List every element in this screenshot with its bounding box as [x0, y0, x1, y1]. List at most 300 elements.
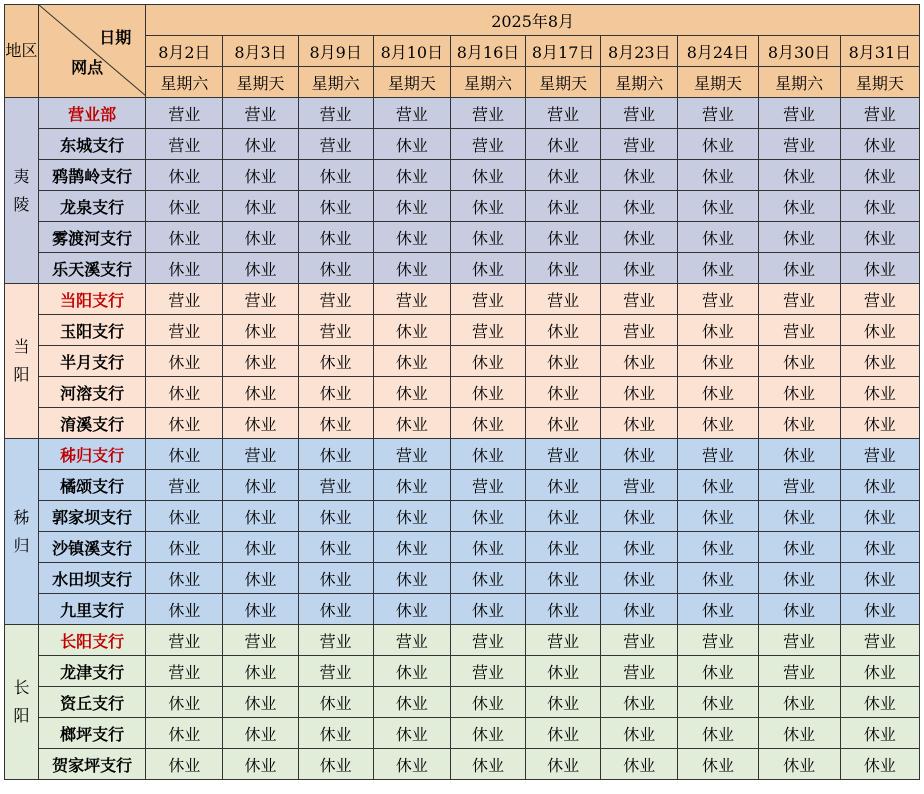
status-closed-cell: 休业 [298, 346, 373, 377]
table-row [5, 594, 920, 625]
branch-name: 鸦鹊岭支行 [39, 160, 146, 191]
status-open-cell: 营业 [223, 625, 298, 656]
branch-name: 龙津支行 [39, 656, 146, 687]
status-closed-cell: 休业 [450, 532, 525, 563]
weekday-header: 星期六 [146, 67, 223, 98]
status-closed-cell: 休业 [758, 253, 840, 284]
status-closed-cell: 休业 [526, 470, 601, 501]
status-closed-cell: 休业 [223, 129, 298, 160]
status-closed-cell: 休业 [450, 563, 525, 594]
status-open-cell: 营业 [678, 98, 758, 129]
status-closed-cell: 休业 [601, 439, 678, 470]
status-closed-cell: 休业 [298, 253, 373, 284]
branch-axis-label: 网点 [71, 58, 104, 77]
status-open-cell: 营业 [758, 129, 840, 160]
date-header: 8月31日 [840, 36, 919, 67]
status-open-cell: 营业 [298, 315, 373, 346]
status-closed-cell: 休业 [758, 594, 840, 625]
date-header: 8月24日 [678, 36, 758, 67]
status-closed-cell: 休业 [223, 191, 298, 222]
status-closed-cell: 休业 [298, 191, 373, 222]
region-header [5, 5, 39, 98]
status-open-cell: 营业 [450, 470, 525, 501]
status-open-cell: 营业 [450, 625, 525, 656]
status-closed-cell: 休业 [840, 222, 919, 253]
table-row [5, 129, 920, 160]
status-open-cell: 营业 [373, 625, 450, 656]
status-closed-cell: 休业 [840, 532, 919, 563]
branch-name: 营业部 [39, 98, 146, 129]
status-open-cell: 营业 [840, 284, 919, 315]
status-open-cell: 营业 [601, 129, 678, 160]
status-open-cell: 营业 [298, 470, 373, 501]
status-closed-cell: 休业 [146, 749, 223, 780]
status-closed-cell: 休业 [678, 377, 758, 408]
status-closed-cell: 休业 [601, 749, 678, 780]
status-closed-cell: 休业 [373, 470, 450, 501]
status-closed-cell: 休业 [223, 346, 298, 377]
status-closed-cell: 休业 [678, 222, 758, 253]
status-closed-cell: 休业 [298, 594, 373, 625]
weekday-header: 星期六 [298, 67, 373, 98]
status-open-cell: 营业 [840, 439, 919, 470]
status-open-cell: 营业 [146, 129, 223, 160]
status-open-cell: 营业 [840, 625, 919, 656]
table-row [5, 687, 920, 718]
status-closed-cell: 休业 [223, 718, 298, 749]
status-closed-cell: 休业 [758, 718, 840, 749]
status-closed-cell: 休业 [678, 656, 758, 687]
status-closed-cell: 休业 [758, 501, 840, 532]
status-open-cell: 营业 [450, 656, 525, 687]
status-closed-cell: 休业 [678, 160, 758, 191]
table-row [5, 160, 920, 191]
status-closed-cell: 休业 [840, 470, 919, 501]
status-open-cell: 营业 [298, 656, 373, 687]
date-header: 8月30日 [758, 36, 840, 67]
status-closed-cell: 休业 [450, 160, 525, 191]
status-closed-cell: 休业 [223, 532, 298, 563]
status-closed-cell: 休业 [146, 253, 223, 284]
table-row [5, 315, 920, 346]
status-closed-cell: 休业 [678, 470, 758, 501]
status-closed-cell: 休业 [450, 439, 525, 470]
weekday-header: 星期六 [758, 67, 840, 98]
status-closed-cell: 休业 [601, 253, 678, 284]
status-closed-cell: 休业 [758, 687, 840, 718]
weekday-header: 星期六 [601, 67, 678, 98]
status-open-cell: 营业 [758, 625, 840, 656]
weekday-header: 星期天 [223, 67, 298, 98]
date-header: 8月2日 [146, 36, 223, 67]
status-closed-cell: 休业 [840, 749, 919, 780]
date-header: 8月10日 [373, 36, 450, 67]
status-closed-cell: 休业 [840, 718, 919, 749]
status-closed-cell: 休业 [601, 160, 678, 191]
status-closed-cell: 休业 [373, 408, 450, 439]
status-open-cell: 营业 [450, 129, 525, 160]
status-open-cell: 营业 [223, 98, 298, 129]
status-closed-cell: 休业 [526, 253, 601, 284]
status-closed-cell: 休业 [526, 687, 601, 718]
region-name-char: 夷 [13, 166, 30, 186]
status-closed-cell: 休业 [298, 222, 373, 253]
status-closed-cell: 休业 [450, 749, 525, 780]
status-closed-cell: 休业 [450, 501, 525, 532]
status-closed-cell: 休业 [450, 408, 525, 439]
branch-name: 半月支行 [39, 346, 146, 377]
status-closed-cell: 休业 [526, 594, 601, 625]
region-name-char: 阳 [13, 365, 30, 384]
status-closed-cell: 休业 [840, 501, 919, 532]
weekday-header: 星期天 [678, 67, 758, 98]
date-header: 8月23日 [601, 36, 678, 67]
table-row [5, 749, 920, 780]
status-closed-cell: 休业 [450, 687, 525, 718]
branch-name: 资丘支行 [39, 687, 146, 718]
status-closed-cell: 休业 [678, 408, 758, 439]
status-closed-cell: 休业 [373, 315, 450, 346]
status-closed-cell: 休业 [840, 594, 919, 625]
status-open-cell: 营业 [840, 98, 919, 129]
status-closed-cell: 休业 [758, 439, 840, 470]
status-closed-cell: 休业 [223, 470, 298, 501]
status-closed-cell: 休业 [450, 718, 525, 749]
branch-name: 郭家坝支行 [39, 501, 146, 532]
status-closed-cell: 休业 [601, 563, 678, 594]
table-row [5, 656, 920, 687]
branch-name: 东城支行 [39, 129, 146, 160]
status-open-cell: 营业 [601, 284, 678, 315]
status-closed-cell: 休业 [758, 408, 840, 439]
status-closed-cell: 休业 [840, 315, 919, 346]
table-row [5, 191, 920, 222]
table-row [5, 439, 920, 470]
status-closed-cell: 休业 [526, 749, 601, 780]
status-closed-cell: 休业 [526, 160, 601, 191]
status-open-cell: 营业 [526, 98, 601, 129]
status-closed-cell: 休业 [678, 191, 758, 222]
status-closed-cell: 休业 [450, 346, 525, 377]
date-axis-label: 日期 [99, 28, 132, 47]
status-closed-cell: 休业 [678, 501, 758, 532]
status-closed-cell: 休业 [758, 346, 840, 377]
status-open-cell: 营业 [146, 625, 223, 656]
status-closed-cell: 休业 [678, 315, 758, 346]
status-closed-cell: 休业 [526, 408, 601, 439]
branch-name: 水田坝支行 [39, 563, 146, 594]
branch-name: 乐天溪支行 [39, 253, 146, 284]
branch-name: 秭归支行 [39, 439, 146, 470]
region-name-char: 归 [13, 535, 30, 555]
diagonal-divider [39, 5, 146, 96]
region-cell [5, 625, 39, 780]
status-closed-cell: 休业 [373, 594, 450, 625]
branch-name: 淯溪支行 [39, 408, 146, 439]
status-open-cell: 营业 [526, 284, 601, 315]
status-closed-cell: 休业 [840, 687, 919, 718]
status-closed-cell: 休业 [678, 129, 758, 160]
branch-name: 贺家坪支行 [39, 749, 146, 780]
status-closed-cell: 休业 [223, 749, 298, 780]
status-closed-cell: 休业 [146, 191, 223, 222]
status-closed-cell: 休业 [450, 594, 525, 625]
status-closed-cell: 休业 [223, 377, 298, 408]
status-closed-cell: 休业 [146, 346, 223, 377]
status-open-cell: 营业 [298, 98, 373, 129]
status-open-cell: 营业 [146, 98, 223, 129]
table-row [5, 98, 920, 129]
status-closed-cell: 休业 [840, 408, 919, 439]
status-closed-cell: 休业 [758, 377, 840, 408]
status-open-cell: 营业 [223, 439, 298, 470]
status-open-cell: 营业 [146, 656, 223, 687]
branch-name: 九里支行 [39, 594, 146, 625]
branch-name: 河溶支行 [39, 377, 146, 408]
status-open-cell: 营业 [758, 470, 840, 501]
status-open-cell: 营业 [450, 284, 525, 315]
status-closed-cell: 休业 [601, 346, 678, 377]
status-closed-cell: 休业 [298, 718, 373, 749]
status-closed-cell: 休业 [373, 129, 450, 160]
status-closed-cell: 休业 [298, 160, 373, 191]
date-header: 8月16日 [450, 36, 525, 67]
status-closed-cell: 休业 [601, 222, 678, 253]
status-closed-cell: 休业 [373, 656, 450, 687]
status-closed-cell: 休业 [373, 718, 450, 749]
status-open-cell: 营业 [601, 625, 678, 656]
status-closed-cell: 休业 [298, 439, 373, 470]
table-row [5, 501, 920, 532]
status-closed-cell: 休业 [373, 191, 450, 222]
status-open-cell: 营业 [298, 625, 373, 656]
corner-header [39, 5, 146, 98]
region-cell [5, 284, 39, 439]
status-closed-cell: 休业 [840, 253, 919, 284]
status-closed-cell: 休业 [146, 408, 223, 439]
status-closed-cell: 休业 [526, 532, 601, 563]
status-closed-cell: 休业 [840, 160, 919, 191]
status-closed-cell: 休业 [840, 346, 919, 377]
status-open-cell: 营业 [601, 656, 678, 687]
business-hours-table [4, 4, 920, 780]
status-closed-cell: 休业 [450, 377, 525, 408]
status-closed-cell: 休业 [526, 346, 601, 377]
status-closed-cell: 休业 [526, 191, 601, 222]
status-open-cell: 营业 [223, 284, 298, 315]
status-closed-cell: 休业 [373, 687, 450, 718]
table-row [5, 563, 920, 594]
status-closed-cell: 休业 [223, 594, 298, 625]
date-header: 8月3日 [223, 36, 298, 67]
table-row [5, 253, 920, 284]
weekday-header: 星期天 [526, 67, 601, 98]
status-closed-cell: 休业 [758, 160, 840, 191]
table-row [5, 718, 920, 749]
status-closed-cell: 休业 [678, 749, 758, 780]
branch-name: 玉阳支行 [39, 315, 146, 346]
status-closed-cell: 休业 [223, 656, 298, 687]
region-name-char: 长 [13, 678, 30, 697]
status-closed-cell: 休业 [601, 408, 678, 439]
status-closed-cell: 休业 [373, 749, 450, 780]
branch-name: 龙泉支行 [39, 191, 146, 222]
status-open-cell: 营业 [146, 470, 223, 501]
status-open-cell: 营业 [601, 470, 678, 501]
status-closed-cell: 休业 [298, 501, 373, 532]
region-name-char: 陵 [13, 194, 30, 214]
status-open-cell: 营业 [601, 98, 678, 129]
table-row [5, 377, 920, 408]
status-closed-cell: 休业 [146, 439, 223, 470]
table-row [5, 625, 920, 656]
status-closed-cell: 休业 [758, 532, 840, 563]
region-cell [5, 98, 39, 284]
status-closed-cell: 休业 [678, 253, 758, 284]
status-open-cell: 营业 [526, 625, 601, 656]
status-closed-cell: 休业 [298, 532, 373, 563]
status-closed-cell: 休业 [526, 501, 601, 532]
status-closed-cell: 休业 [298, 687, 373, 718]
branch-name: 榔坪支行 [39, 718, 146, 749]
status-closed-cell: 休业 [450, 222, 525, 253]
status-closed-cell: 休业 [601, 191, 678, 222]
region-name-char: 秭 [13, 507, 30, 527]
branch-name: 橘颂支行 [39, 470, 146, 501]
status-open-cell: 营业 [146, 315, 223, 346]
status-closed-cell: 休业 [450, 191, 525, 222]
status-closed-cell: 休业 [146, 532, 223, 563]
branch-name: 沙镇溪支行 [39, 532, 146, 563]
status-closed-cell: 休业 [146, 222, 223, 253]
status-closed-cell: 休业 [526, 377, 601, 408]
status-closed-cell: 休业 [450, 253, 525, 284]
status-closed-cell: 休业 [298, 377, 373, 408]
status-closed-cell: 休业 [758, 222, 840, 253]
region-name-char: 当 [13, 337, 30, 356]
status-closed-cell: 休业 [146, 563, 223, 594]
status-closed-cell: 休业 [373, 563, 450, 594]
status-open-cell: 营业 [450, 315, 525, 346]
status-closed-cell: 休业 [601, 532, 678, 563]
status-closed-cell: 休业 [146, 594, 223, 625]
status-closed-cell: 休业 [298, 408, 373, 439]
date-header: 8月9日 [298, 36, 373, 67]
status-closed-cell: 休业 [758, 563, 840, 594]
weekday-header: 星期天 [373, 67, 450, 98]
status-closed-cell: 休业 [840, 129, 919, 160]
status-closed-cell: 休业 [601, 687, 678, 718]
table-row [5, 346, 920, 377]
status-closed-cell: 休业 [373, 222, 450, 253]
branch-name: 当阳支行 [39, 284, 146, 315]
status-closed-cell: 休业 [840, 377, 919, 408]
branch-name: 雾渡河支行 [39, 222, 146, 253]
status-open-cell: 营业 [678, 439, 758, 470]
status-closed-cell: 休业 [373, 501, 450, 532]
status-open-cell: 营业 [601, 315, 678, 346]
weekday-header: 星期天 [840, 67, 919, 98]
weekday-header: 星期六 [450, 67, 525, 98]
status-closed-cell: 休业 [146, 501, 223, 532]
status-closed-cell: 休业 [373, 346, 450, 377]
status-closed-cell: 休业 [840, 563, 919, 594]
status-closed-cell: 休业 [373, 377, 450, 408]
status-closed-cell: 休业 [223, 687, 298, 718]
status-closed-cell: 休业 [601, 594, 678, 625]
status-open-cell: 营业 [373, 98, 450, 129]
status-closed-cell: 休业 [526, 222, 601, 253]
status-open-cell: 营业 [758, 284, 840, 315]
status-closed-cell: 休业 [601, 718, 678, 749]
status-open-cell: 营业 [758, 315, 840, 346]
table-row [5, 222, 920, 253]
status-closed-cell: 休业 [223, 253, 298, 284]
status-closed-cell: 休业 [601, 377, 678, 408]
status-closed-cell: 休业 [526, 656, 601, 687]
status-closed-cell: 休业 [223, 160, 298, 191]
region-header-label: 地区 [5, 41, 38, 60]
status-closed-cell: 休业 [758, 749, 840, 780]
status-closed-cell: 休业 [601, 501, 678, 532]
status-closed-cell: 休业 [146, 160, 223, 191]
status-closed-cell: 休业 [223, 563, 298, 594]
status-closed-cell: 休业 [223, 501, 298, 532]
status-closed-cell: 休业 [840, 656, 919, 687]
status-closed-cell: 休业 [758, 191, 840, 222]
status-open-cell: 营业 [526, 439, 601, 470]
status-closed-cell: 休业 [373, 532, 450, 563]
status-open-cell: 营业 [678, 625, 758, 656]
status-closed-cell: 休业 [223, 315, 298, 346]
status-open-cell: 营业 [450, 98, 525, 129]
status-open-cell: 营业 [758, 98, 840, 129]
status-closed-cell: 休业 [146, 377, 223, 408]
status-open-cell: 营业 [298, 284, 373, 315]
status-closed-cell: 休业 [373, 253, 450, 284]
status-closed-cell: 休业 [298, 749, 373, 780]
status-closed-cell: 休业 [526, 718, 601, 749]
status-closed-cell: 休业 [526, 129, 601, 160]
table-row [5, 470, 920, 501]
status-open-cell: 营业 [678, 284, 758, 315]
table-row [5, 408, 920, 439]
month-title: 2025年8月 [146, 5, 920, 36]
status-closed-cell: 休业 [840, 191, 919, 222]
table-row [5, 532, 920, 563]
status-open-cell: 营业 [298, 129, 373, 160]
status-open-cell: 营业 [758, 656, 840, 687]
status-closed-cell: 休业 [678, 532, 758, 563]
status-open-cell: 营业 [373, 439, 450, 470]
branch-name: 长阳支行 [39, 625, 146, 656]
status-closed-cell: 休业 [146, 687, 223, 718]
status-closed-cell: 休业 [373, 160, 450, 191]
status-closed-cell: 休业 [678, 718, 758, 749]
table-row [5, 284, 920, 315]
date-header: 8月17日 [526, 36, 601, 67]
status-closed-cell: 休业 [298, 563, 373, 594]
status-closed-cell: 休业 [678, 594, 758, 625]
status-closed-cell: 休业 [223, 222, 298, 253]
status-closed-cell: 休业 [526, 563, 601, 594]
status-closed-cell: 休业 [526, 315, 601, 346]
status-closed-cell: 休业 [678, 346, 758, 377]
status-open-cell: 营业 [146, 284, 223, 315]
status-closed-cell: 休业 [678, 563, 758, 594]
region-name-char: 阳 [13, 706, 30, 725]
status-open-cell: 营业 [373, 284, 450, 315]
